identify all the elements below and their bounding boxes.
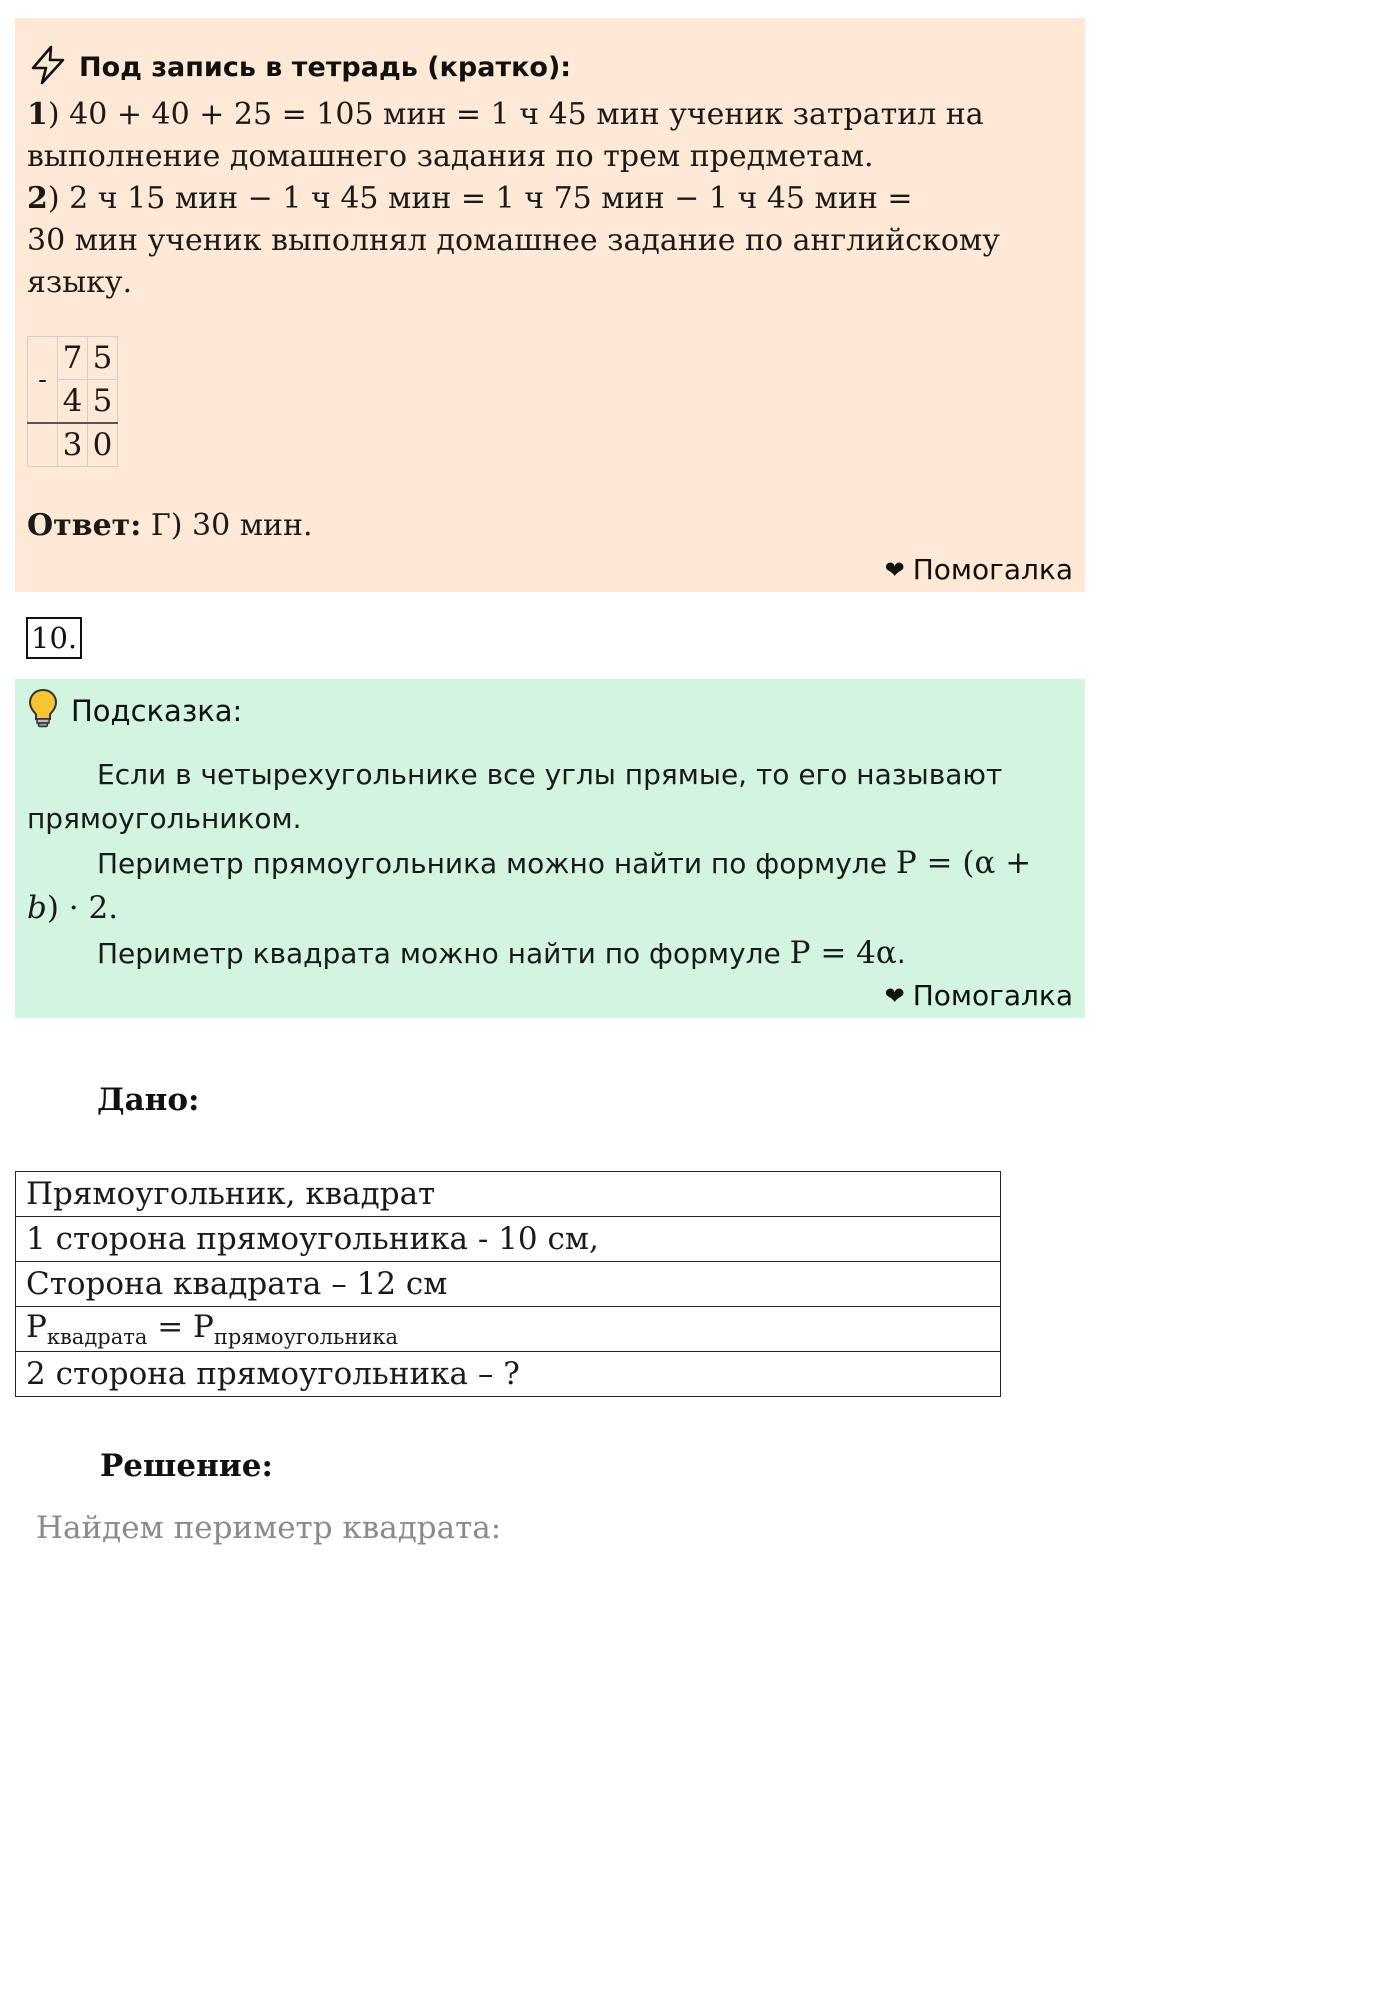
column-subtraction <box>27 336 118 467</box>
digit-cell: 0 <box>88 423 118 467</box>
table-row <box>16 1352 1001 1397</box>
solution-first-line: Найдем периметр квадрата: <box>36 1510 502 1546</box>
empty-cell <box>28 423 58 467</box>
note-title: Под запись в тетрадь (кратко): <box>79 52 572 83</box>
equals-perimeter: = P <box>147 1308 214 1345</box>
step-text: языку. <box>27 265 133 300</box>
perimeter-formula: P = (α + <box>895 845 1032 881</box>
solution-heading: Решение: <box>100 1448 273 1484</box>
hint-panel <box>15 679 1085 1018</box>
hint-paragraph-2-cont <box>27 886 1067 931</box>
step-text: ) 2 ч 15 мин − 1 ч 45 мин = 1 ч 75 мин − 1 ч 45 мин = <box>47 181 913 216</box>
hint-paragraph-1-cont: прямоугольником. <box>27 802 302 835</box>
solution-line-1 <box>27 94 1067 136</box>
lightning-icon <box>27 44 69 91</box>
step-text: 30 мин ученик выполнял домашнее задание по английскому <box>27 223 1000 258</box>
step-text: ) 40 + 40 + 25 = 105 мин = 1 ч 45 мин ученик затратил на <box>47 97 984 132</box>
period: . <box>896 937 906 970</box>
square-perimeter-formula: P = 4α <box>789 935 897 971</box>
solution-line-4 <box>27 220 1067 262</box>
table-cell: Прямоугольник, квадрат <box>16 1172 1001 1217</box>
solution-line-3 <box>27 178 1067 220</box>
brand-name: Помогалка <box>912 979 1073 1012</box>
perimeter-symbol: P <box>26 1308 47 1345</box>
table-row <box>16 1217 1001 1262</box>
hint-title: Подсказка: <box>71 693 243 728</box>
hint-text: Периметр квадрата можно найти по формуле <box>97 937 790 970</box>
given-heading: Дано: <box>97 1082 200 1118</box>
formula-tail: ) · 2. <box>46 890 119 926</box>
answer-line <box>27 508 313 543</box>
subscript-square: квадрата <box>46 1325 148 1350</box>
brand-signature <box>885 553 1073 586</box>
subscript-rectangle: прямоугольника <box>213 1325 398 1350</box>
given-table <box>15 1171 1001 1397</box>
heart-icon: ❤ <box>884 981 905 1010</box>
note-solution-lines <box>27 94 1067 304</box>
solution-line-5 <box>27 262 1067 304</box>
table-row <box>16 1262 1001 1307</box>
lightbulb-icon <box>27 687 59 734</box>
table-row <box>16 1172 1001 1217</box>
answer-text: Г) 30 мин. <box>150 508 313 543</box>
formula-variable: b <box>27 890 47 926</box>
answer-label: Ответ: <box>27 508 142 543</box>
step-text: выполнение домашнего задания по трем предметам. <box>27 139 874 174</box>
task-number: 10. <box>26 617 82 659</box>
note-header <box>27 44 571 91</box>
table-cell: Сторона квадрата – 12 см <box>16 1262 1001 1307</box>
hint-paragraph-2 <box>27 841 1067 886</box>
table-row <box>16 1307 1001 1352</box>
step-number: 1 <box>27 97 48 132</box>
table-cell: 1 сторона прямоугольника - 10 см, <box>16 1217 1001 1262</box>
solution-line-2 <box>27 136 1067 178</box>
table-cell: 2 сторона прямоугольника – ? <box>16 1352 1001 1397</box>
hint-text: Периметр прямоугольника можно найти по формуле <box>97 847 896 880</box>
hint-body <box>27 753 1067 976</box>
digit-cell: 5 <box>88 380 118 424</box>
digit-cell: 5 <box>88 337 118 380</box>
hint-header <box>27 687 242 734</box>
hint-paragraph-1: Если в четырехугольнике все углы прямые, то его называют <box>97 758 1003 791</box>
digit-cell: 4 <box>58 380 88 424</box>
table-cell <box>16 1307 1001 1352</box>
step-number: 2 <box>27 181 48 216</box>
notebook-note-panel <box>15 18 1085 592</box>
minus-sign: - <box>28 337 58 424</box>
brand-signature <box>885 979 1073 1012</box>
digit-cell: 3 <box>58 423 88 467</box>
digit-cell: 7 <box>58 337 88 380</box>
brand-name: Помогалка <box>912 553 1073 586</box>
heart-icon: ❤ <box>884 555 905 584</box>
hint-paragraph-3 <box>27 931 1067 976</box>
